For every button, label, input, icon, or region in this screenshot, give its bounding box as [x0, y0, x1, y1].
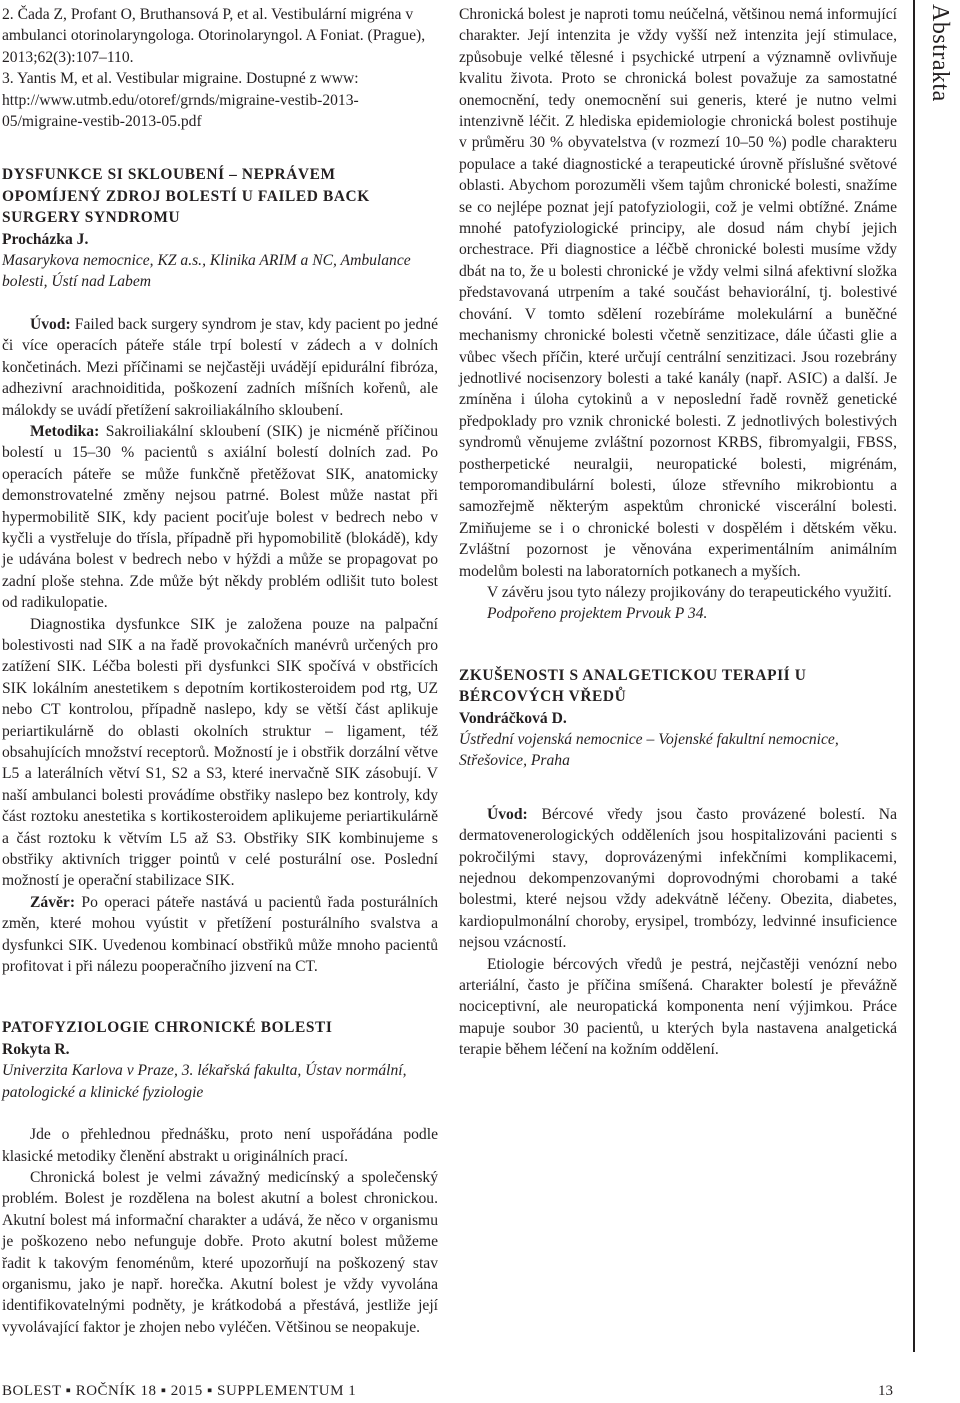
margin-rule — [913, 0, 915, 1352]
section-label: Závěr: — [30, 893, 76, 911]
section-side-label: Abstrakta — [927, 4, 953, 102]
abstract-author: Procházka J. — [2, 230, 89, 248]
abstract-paragraph: Metodika: Sakroiliakální skloubení (SIK) je nicméně příčinou bolestí u 15–30 % pacientů s axiální bolestí dolních zad. Po operacích páteře se může funkčně přetěžovat SIK, anatomicky demonstrovatelné změny nejsou patrné. Bolest může nastat při hypermobilitě SIK, kdy pacient pociťuje bolest v bedrech nebo v kyčli a vystřeluje do třísla, případně při hypomobilitě (blokádě), kdy je udávána bolest v bedrech nebo v hýždi a může se propagovat po zadní ploše stehna. Zde může být někdy problém odlišit tuto bolest od radikulopatie. — [2, 422, 438, 612]
funding-note: Podpořeno projektem Prvouk P 34. — [487, 605, 708, 623]
abstract-chronic-pain — [2, 1017, 438, 1338]
abstract-paragraph: Úvod: Bércové vředy jsou často provázené bolestí. Na dermatovenerologických odděleních jsou hospitalizováni pacienti s pokročilými stavy, doprovázenými infekčními komplikacemi, nejednou dekompenzovanými doprovodnými chorobami a také bolestmi, které nejsou vždy adekvátně léčeny. Obezita, diabetes, kardiopulmonální choroby, erysipel, trombózy, ledvinné insuficience nejsou vzácností. — [459, 805, 897, 952]
abstract-paragraph: Etiologie bércových vředů je pestrá, nejčastěji venózní nebo arteriální, často je příčina smíšená. Charakter bolestí je převážně nociceptivní, ale neuropatická komponenta není výjimkou. Práce mapuje soubor 30 pacientů, u kterých byla nastavena analgetická terapie během léčení na kožním oddělení. — [459, 955, 897, 1059]
section-label: Úvod: — [487, 805, 528, 823]
abstract-paragraph: Jde o přehlednou přednášku, proto není uspořádána podle klasické metodiky členění abstrakt u originálních prací. — [2, 1126, 438, 1165]
abstract-paragraph: Chronická bolest je velmi závažný medicínský a společenský problém. Bolest je rozdělena na bolest akutní a bolest chronickou. Akutní bolest má informační charakter a udává, že něco v organismu je poškozeno nebo nefunguje dobře. Proto akutní bolest můžeme řadit k takovým fenoménům, které upozorňují na poškozený stav organismu, jako je např. horečka. Akutní bolest je vždy vyvolána identifikovatelnými podněty, je krátkodobá a přestává, jestliže její vyvolávající faktor je zhojen nebo vyléčen. Většinou se neopakuje. — [2, 1168, 438, 1336]
reference-item: 2. Čada Z, Profant O, Bruthansová P, et al. Vestibulární migréna v ambulanci otorinolaryngologa. Otorinolaryngol. A Foniat. (Prague), 2013;62(3):107–110. — [2, 6, 426, 66]
abstract-paragraph: Úvod: Failed back surgery syndrom je stav, kdy pacient po jedné či více operacích páteře stále trpí bolestí v zádech a v dolních končetinách. Mezi příčinami se nejčastěji uvádějí epidurální fibróza, adhezivní arachnoiditida, poškození zadních míšních kořenů, ale málokdy se uvádí přetížení sakroiliakálního skloubení. — [2, 315, 438, 419]
section-label: Metodika: — [30, 422, 100, 440]
abstract-leg-ulcers — [459, 665, 897, 1061]
abstract-author: Vondráčková D. — [459, 709, 567, 727]
reference-item: 3. Yantis M, et al. Vestibular migraine. Dostupné z www: http://www.utmb.edu/otoref/grnds/migraine-vestib-2013-05/migraine-vestib-2013-05.pdf — [2, 70, 359, 131]
abstract-author: Rokyta R. — [2, 1040, 70, 1058]
abstract-affiliation: Ústřední vojenská nemocnice – Vojenské fakultní nemocnice, Střešovice, Praha — [459, 731, 839, 770]
section-label: Úvod: — [30, 315, 71, 333]
abstract-title: ZKUŠENOSTI S ANALGETICKOU TERAPIÍ U BÉRCOVÝCH VŘEDŮ — [459, 666, 807, 706]
abstract-title: PATOFYZIOLOGIE CHRONICKÉ BOLESTI — [2, 1019, 333, 1037]
abstract-affiliation: Univerzita Karlova v Praze, 3. lékařská fakulta, Ústav normální, patologické a klinické fyziologie — [2, 1062, 407, 1101]
left-column — [2, 4, 438, 1338]
abstract-paragraph: Závěr: Po operaci páteře nastává u pacientů řada posturálních změn, které mohou vyústit v přetížení posturálního svalstva a dysfunkci SIK. Uvedenou kombinací obstřiků může mnoho pacientů profitovat i při nálezu pooperačního jizvení na CT. — [2, 893, 438, 976]
page-footer — [0, 1380, 960, 1402]
abstract-affiliation: Masarykova nemocnice, KZ a.s., Klinika ARIM a NC, Ambulance bolesti, Ústí nad Labem — [2, 252, 411, 291]
abstract-paragraph-continued: Chronická bolest je naproti tomu neúčelná, většinou nemá informující charakter. Její intenzita je vždy vyšší než intenzita její stimulace, způsobuje velké tělesné i psychické utrpení a významně ovlivňuje kvalitu života. Proto se chronická bolest považuje za samostatné onemocnění, tedy onemocnění sui generis, které je nutno velmi intenzivně léčit. Z hlediska epidemiologie chronická bolest postihuje v průměru 30 % obyvatelstva (v rozmezí 10–50 %) podle charakteru populace a také diagnostické a terapeutické úrovně příslušné světové oblasti. Abychom porozuměli všem tajům chronické bolesti, snažíme se co nejlépe poznat její patofyziologii, což je velmi obtížné. Známe mnohé patofyziologické principy, ale dosud nám chybí jejich orchestrace. Při diagnostice a léčbě chronické bolesti musíme vždy dbát na to, že u bolesti chronické je vždy velmi silná afektivní složka představovaná utrpením a také součást behaviorální, tj. bolestivé chování. V tomto sdělení rozebíráme molekulární a buněčné mechanismy chronické bolesti včetně senzitizace, dále účasti glie a vůbec všech příčin, které určují centrální senzitizaci. Jsou rozebrány jednotlivé nocisenzory bolesti a také kanály (např. ASIC) a další. Je zmíněna i úloha cytokinů a v neposlední řadě rovněž genetické předpoklady pro vznik chronické bolesti. Z jednotlivých bolestivých syndromů věnujeme zvláštní pozornost KRBS, fibromyalgii, FBSS, postherpetické neuralgii, neuropatické bolesti, migrénám, temporomandibulární bolesti, úloze střevního mikrobiontu a samozřejmě některým aspektům chronické viscerální bolesti. Zmiňujeme se i o chronické bolesti v dospělém i dětském věku. Zvláštní pozornost je věnována experimentálním animálním modelům bolesti na laboratorních potkanech a myších. — [459, 6, 897, 580]
journal-info: BOLEST ▪ ROČNÍK 18 ▪ 2015 ▪ SUPPLEMENTUM 1 — [2, 1383, 357, 1399]
abstract-paragraph: Diagnostika dysfunkce SIK je založena pouze na palpační bolestivosti nad SIK a na řadě provokačních manévrů určených pro zatížení SIK. Léčba bolesti při dysfunkci SIK spočívá v obstřicích SIK lokálním anestetikem s depotním kortikosteroidem pod rtg, UZ nebo CT kontrolou, případně naslepo, kdy se větší část aplikuje periartikulárně do oblasti okolních struktur – ligament, též obsahujících množství receptorů. Možností je i obstřik dorzální větve L5 a laterálních větví S1, S2 a S3, které inervačně SIK zásobují. V naší ambulanci bolesti provádíme obstřiky naslepo bez kontroly, kdy část roztoku anestetika s kortikosteroidem aplikujeme periartikulárně a část roztoku k větvím L5 až S3. Obstřiky SIK kombinujeme s obstřiky aktivních trigger pointů v celé posturální ose. Poslední možností je operační stabilizace SIK. — [2, 615, 438, 890]
abstract-paragraph: V závěru jsou tyto nálezy projikovány do terapeutického využití. — [487, 583, 892, 601]
page-number: 13 — [878, 1383, 893, 1399]
abstract-si-joint — [2, 164, 438, 977]
right-column — [459, 4, 897, 1061]
abstract-title: DYSFUNKCE SI SKLOUBENÍ – NEPRÁVEM OPOMÍJENÝ ZDROJ BOLESTÍ U FAILED BACK SURGERY SYNDROMU — [2, 166, 370, 227]
